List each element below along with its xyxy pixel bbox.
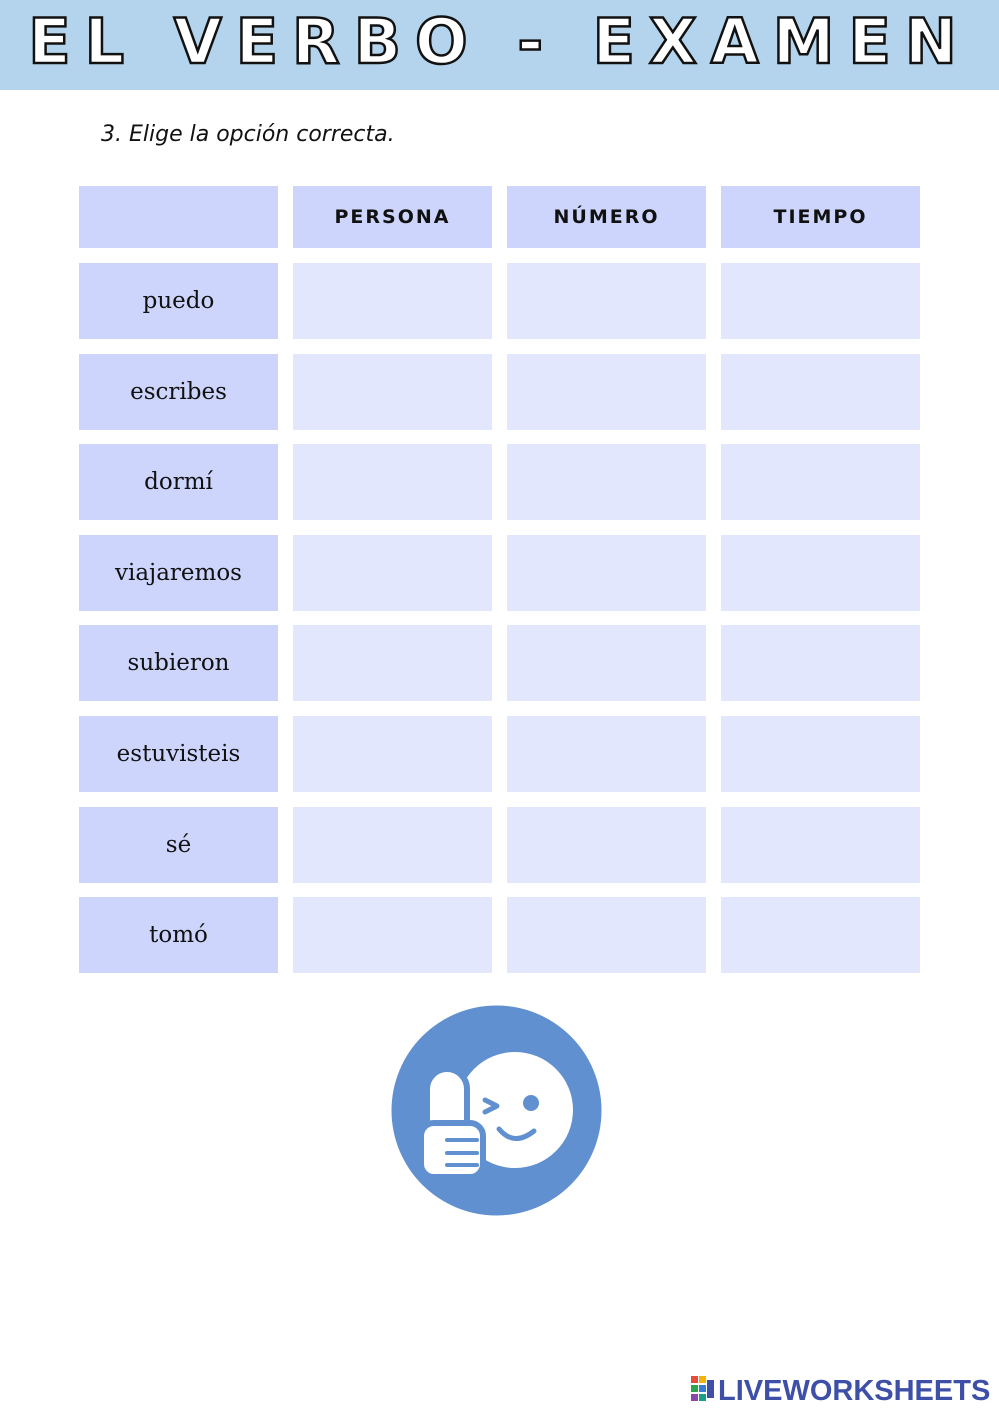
answer-input-tiempo[interactable] xyxy=(721,896,920,974)
answer-cell-numero[interactable] xyxy=(507,807,706,883)
answer-cell-persona[interactable] xyxy=(293,716,492,792)
table-header-numero: NÚMERO xyxy=(507,186,706,248)
answer-input-numero[interactable] xyxy=(507,353,706,431)
answer-cell-numero[interactable] xyxy=(507,535,706,611)
answer-input-persona[interactable] xyxy=(293,806,492,884)
answer-cell-tiempo[interactable] xyxy=(721,716,920,792)
answer-cell-tiempo[interactable] xyxy=(721,444,920,520)
table-header-persona: PERSONA xyxy=(293,186,492,248)
answer-cell-tiempo[interactable] xyxy=(721,625,920,701)
verb-label: subieron xyxy=(79,625,278,701)
answer-cell-tiempo[interactable] xyxy=(721,535,920,611)
thumbs-up-winking-face-icon xyxy=(391,1005,602,1216)
answer-cell-tiempo[interactable] xyxy=(721,807,920,883)
table-header-tiempo: TIEMPO xyxy=(721,186,920,248)
answer-input-numero[interactable] xyxy=(507,534,706,612)
answer-input-persona[interactable] xyxy=(293,715,492,793)
answer-input-numero[interactable] xyxy=(507,262,706,340)
answer-cell-numero[interactable] xyxy=(507,716,706,792)
answer-input-persona[interactable] xyxy=(293,896,492,974)
answer-input-tiempo[interactable] xyxy=(721,262,920,340)
verb-label: sé xyxy=(79,807,278,883)
answer-input-tiempo[interactable] xyxy=(721,715,920,793)
verb-label: estuvisteis xyxy=(79,716,278,792)
answer-cell-persona[interactable] xyxy=(293,625,492,701)
answer-cell-tiempo[interactable] xyxy=(721,897,920,973)
answer-cell-persona[interactable] xyxy=(293,807,492,883)
verb-label: escribes xyxy=(79,354,278,430)
answer-input-tiempo[interactable] xyxy=(721,806,920,884)
answer-input-tiempo[interactable] xyxy=(721,624,920,702)
answer-cell-persona[interactable] xyxy=(293,263,492,339)
answer-input-persona[interactable] xyxy=(293,353,492,431)
liveworksheets-logo-icon xyxy=(691,1376,715,1406)
answer-input-tiempo[interactable] xyxy=(721,353,920,431)
answer-input-persona[interactable] xyxy=(293,262,492,340)
answer-cell-numero[interactable] xyxy=(507,444,706,520)
verb-label: tomó xyxy=(79,897,278,973)
answer-input-numero[interactable] xyxy=(507,896,706,974)
page-title: EL VERBO - EXAMEN xyxy=(28,5,971,78)
verb-label: dormí xyxy=(79,444,278,520)
answer-input-persona[interactable] xyxy=(293,624,492,702)
instruction-text: 3. Elige la opción correcta. xyxy=(101,122,395,147)
verb-label: puedo xyxy=(79,263,278,339)
verb-label: viajaremos xyxy=(79,535,278,611)
answer-cell-persona[interactable] xyxy=(293,535,492,611)
answer-cell-tiempo[interactable] xyxy=(721,263,920,339)
answer-input-tiempo[interactable] xyxy=(721,443,920,521)
answer-input-persona[interactable] xyxy=(293,443,492,521)
answer-input-numero[interactable] xyxy=(507,715,706,793)
answer-cell-persona[interactable] xyxy=(293,354,492,430)
brand-name: LIVEWORKSHEETS xyxy=(718,1374,991,1407)
table-header-empty xyxy=(79,186,278,248)
answer-cell-tiempo[interactable] xyxy=(721,354,920,430)
answer-cell-numero[interactable] xyxy=(507,354,706,430)
answer-input-numero[interactable] xyxy=(507,806,706,884)
footer-brand xyxy=(691,1373,990,1409)
answer-cell-persona[interactable] xyxy=(293,897,492,973)
answer-cell-numero[interactable] xyxy=(507,263,706,339)
answer-cell-numero[interactable] xyxy=(507,625,706,701)
answer-input-tiempo[interactable] xyxy=(721,534,920,612)
answer-input-numero[interactable] xyxy=(507,443,706,521)
answer-cell-persona[interactable] xyxy=(293,444,492,520)
answer-input-persona[interactable] xyxy=(293,534,492,612)
answer-input-numero[interactable] xyxy=(507,624,706,702)
answer-cell-numero[interactable] xyxy=(507,897,706,973)
